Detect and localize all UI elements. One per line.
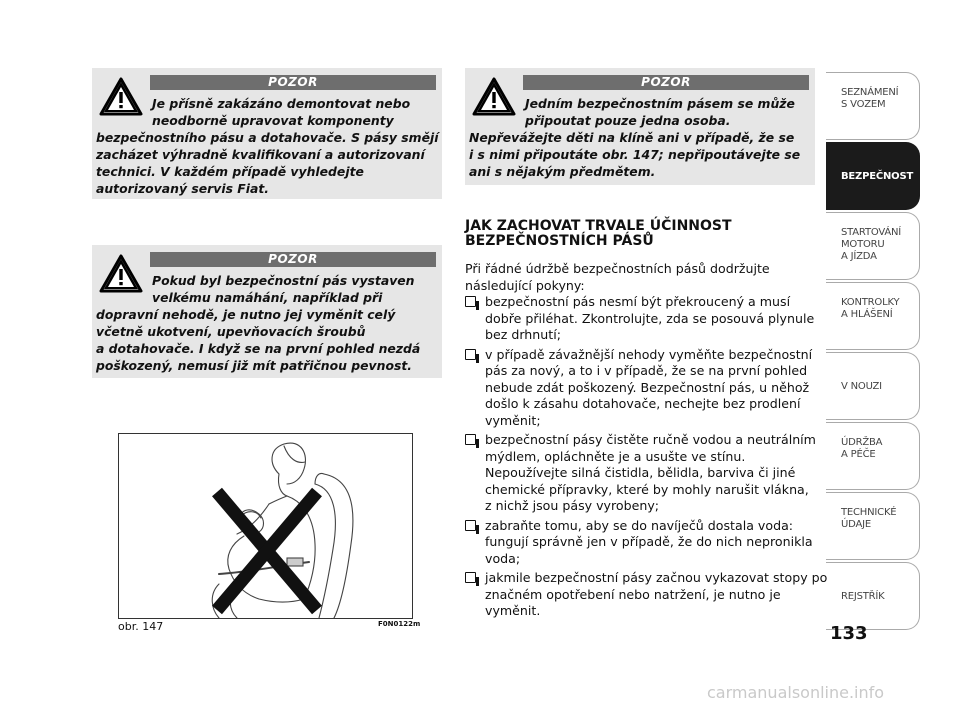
tab-udrzba[interactable] [826, 422, 920, 490]
figure-illustration [118, 433, 413, 619]
section-heading-line: JAK ZACHOVAT TRVALE ÚČINNOST [465, 218, 732, 234]
tab-label: A PÉČE [841, 449, 876, 460]
warning-line: Je přísně zakázáno demontovat nebo [152, 96, 411, 111]
list-item-line: značném opotřebení nebo natržení, je nutno je [485, 586, 781, 602]
tab-label: TECHNICKÉ [841, 507, 897, 518]
figure-caption: obr. 147 [118, 620, 164, 633]
tab-label: V NOUZI [841, 381, 882, 392]
list-item-line: došlo k zásahu dotahovače, nechejte bez prodlení [485, 396, 801, 411]
section-heading-line: BEZPEČNOSTNÍCH PÁSŮ [465, 233, 654, 249]
tab-startovani[interactable] [826, 212, 920, 280]
tab-label: A HLÁŠENÍ [841, 309, 893, 320]
list-item-line: nebude zdát poškozený. Bezpečnostní pás, u něhož [485, 379, 810, 395]
section-intro [465, 261, 770, 294]
list-item-line: bezpečnostní pásy čistěte ručně vodou a neutrálním [485, 432, 816, 447]
tab-kontrolky[interactable] [826, 282, 920, 350]
checkbox-bullet-icon [465, 296, 476, 307]
list-item-line: zabraňte tomu, aby se do navíječů dostala voda: [485, 517, 794, 533]
warning-title: POZOR [150, 75, 436, 90]
list-item-line: Nepoužívejte silná čistidla, bělidla, barviva či jiné [485, 465, 796, 480]
tab-technicke-udaje[interactable] [826, 492, 920, 560]
tab-label: SEZNÁMENÍ [841, 87, 899, 98]
tab-label: ÚDRŽBA [841, 437, 883, 448]
warning-line: bezpečnostního pásu a dotahovače. S pásy smějí [96, 130, 439, 145]
list-item-line: dobře přiléhat. Zkontrolujte, zda se posouvá plynule [485, 310, 815, 326]
page-number: 133 [830, 623, 868, 644]
list-item-line: z nichž jsou pásy vyrobeny; [485, 498, 660, 513]
tab-label: S VOZEM [841, 99, 886, 110]
warning-line: poškozený, nemusí již mít patřičnou pevnost. [96, 358, 412, 373]
seat-child-illustration [119, 434, 412, 618]
tab-v-nouzi[interactable] [826, 352, 920, 420]
list-item-line: bez drhnutí; [485, 327, 561, 342]
list-item-line: v případě závažnější nehody vyměňte bezpečnostní [485, 346, 813, 362]
warning-line: zacházet výhradně kvalifikovaní a autorizovaní [96, 147, 425, 162]
checkbox-bullet-icon [465, 520, 476, 531]
warning-line: velkému namáhání, například při [152, 290, 383, 305]
tab-label: STARTOVÁNÍ [841, 227, 902, 238]
warning-text [469, 95, 809, 180]
list-item-line: jakmile bezpečnostní pásy začnou vykazovat stopy po [485, 570, 828, 585]
warning-title: POZOR [150, 252, 436, 267]
list-item-line: bezpečnostní pás nesmí být překroucený a musí [485, 294, 791, 309]
warning-line: technici. V každém případě vyhledejte [96, 164, 364, 179]
warning-line: Pokud byl bezpečnostní pás vystaven [152, 273, 415, 288]
list-item-line: vyměnit. [485, 603, 541, 618]
tab-label: BEZPEČNOST [841, 171, 914, 182]
tab-label: KONTROLKY [841, 297, 900, 308]
list-item-line: mýdlem, opláchněte je a usušte ve stínu. [485, 448, 746, 464]
list-item-line: fungují správně jen v případě, že do nich nepronikla [485, 534, 813, 549]
list-item-line: chemické přípravky, které by mohly narušit vlákna, [485, 481, 809, 497]
section-heading [465, 219, 732, 249]
warning-title: POZOR [523, 75, 809, 90]
tab-label: A JÍZDA [841, 251, 877, 262]
checkbox-bullet-icon [465, 572, 476, 583]
list-item [465, 294, 815, 344]
tab-bezpecnost[interactable] [826, 142, 920, 210]
checkbox-bullet-icon [465, 434, 476, 445]
warning-line: včetně ukotvení, upevňovacích šroubů [96, 324, 366, 339]
list-item [465, 347, 815, 430]
figure-code: F0N0122m [378, 620, 421, 628]
warning-line: dopravní nehodě, je nutno jej vyměnit celý [96, 307, 396, 322]
warning-line: a dotahovače. I když se na první pohled nezdá [96, 341, 421, 356]
tab-label: MOTORU [841, 239, 885, 250]
warning-line: Jedním bezpečnostním pásem se může [525, 96, 795, 111]
list-item-line: voda; [485, 550, 521, 566]
warning-line: Nepřevážejte děti na klíně ani v případě, že se [469, 130, 795, 145]
list-item [465, 432, 815, 515]
tab-seznameni[interactable] [826, 72, 920, 140]
warning-line: připoutat pouze jedna osoba. [525, 113, 731, 128]
warning-text [96, 95, 439, 197]
list-item-line: vyměnit; [485, 412, 541, 428]
list-item [465, 518, 815, 568]
tab-label: REJSTŘÍK [841, 591, 885, 602]
tab-label: ÚDAJE [841, 519, 871, 530]
tab-rejstrik[interactable] [826, 562, 920, 630]
warning-line: ani s nějakým předmětem. [469, 164, 656, 179]
warning-box-3 [465, 68, 815, 185]
list-item [465, 570, 828, 620]
warning-line: autorizovaný servis Fiat. [96, 181, 269, 196]
chapter-tabs [826, 72, 920, 632]
checkbox-bullet-icon [465, 349, 476, 360]
warning-line: i s nimi připoutáte obr. 147; nepřipoutávejte se [469, 147, 801, 162]
list-item-line: pás za nový, a to i v případě, že se na první pohled [485, 363, 808, 378]
intro-line: následující pokyny: [465, 277, 585, 293]
warning-box-2 [92, 245, 442, 378]
maintenance-list [465, 294, 828, 623]
warning-text [96, 272, 436, 374]
intro-line: Při řádné údržbě bezpečnostních pásů dodržujte [465, 261, 770, 276]
warning-line: neodborně upravovat komponenty [152, 113, 394, 128]
watermark: carmanualsonline.info [707, 683, 885, 702]
warning-box-1 [92, 68, 442, 199]
